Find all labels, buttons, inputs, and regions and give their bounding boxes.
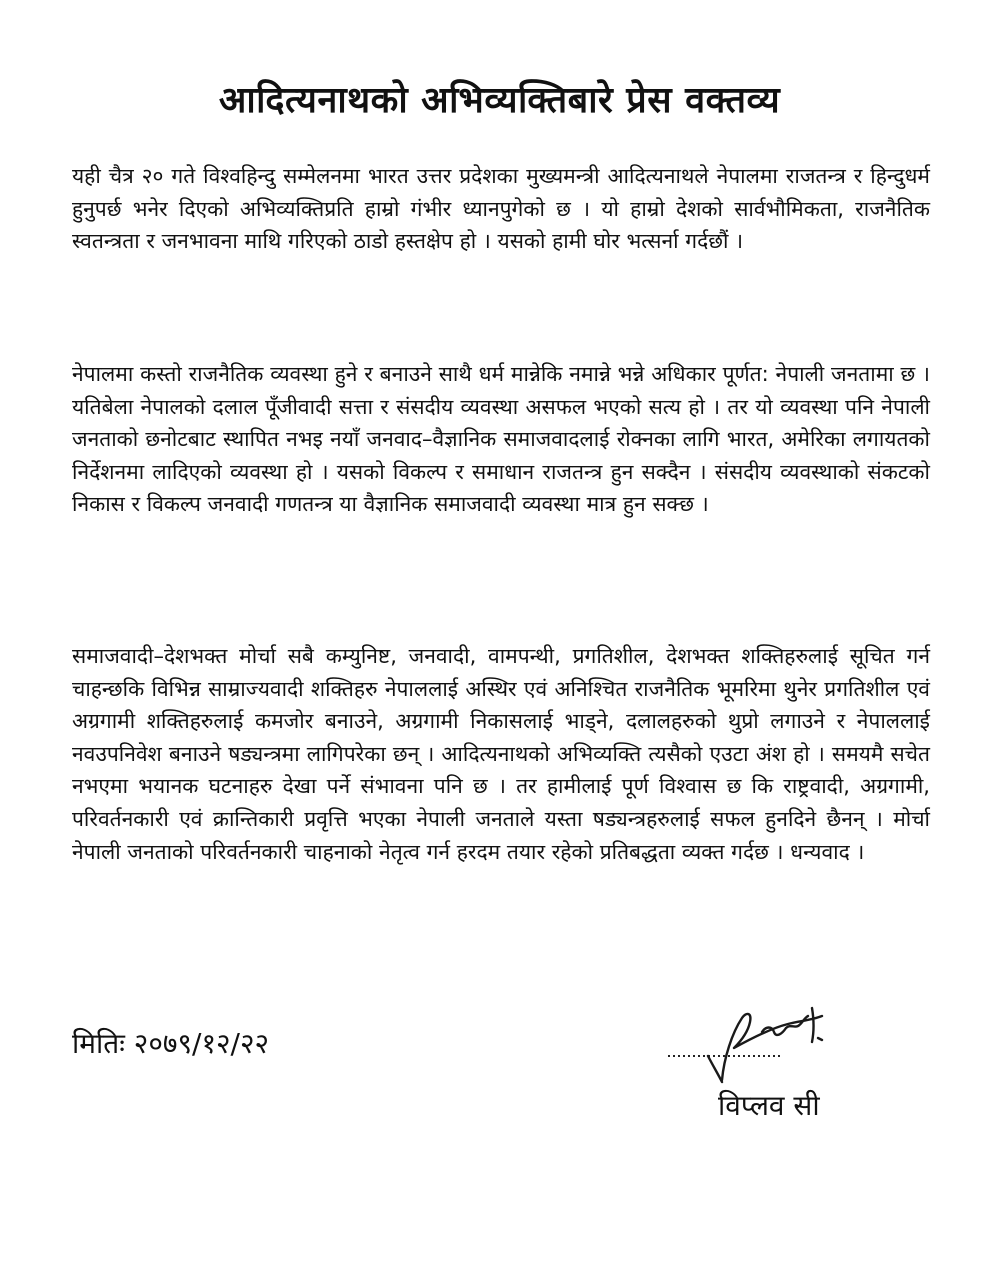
document-title: आदित्यनाथको अभिव्यक्तिबारे प्रेस वक्तव्य [218, 80, 781, 121]
paragraph-3: समाजवादी–देशभक्त मोर्चा सबै कम्युनिष्ट, जनवादी, वामपन्थी, प्रगतिशील, देशभक्त शक्तिहरुलाई सूचित गर्न चाहन्छकि विभिन्न साम्राज्यवादी शक्तिहरु नेपाललाई अस्थिर एवं अनिश्चित राजनैतिक भूमरिमा थुनेर प्रगतिशील एवं अग्रगामी शक्तिहरुलाई कमजोर बनाउने, अग्रगामी निकासलाई भाड्ने, दलालहरुको थुप्रो लगाउने र नेपाललाई नवउपनिवेश बनाउने षड्यन्त्रमा लागिपरेका छन् । आदित्यनाथको अभिव्यक्ति त्यसैको एउटा अंश हो । समयमै सचेत नभएमा भयानक घटनाहरु देखा पर्ने संभावना पनि छ । तर हामीलाई पूर्ण विश्वास छ कि राष्ट्रवादी, अग्रगामी, परिवर्तनकारी एवं क्रान्तिकारी प्रवृत्ति भएका नेपाली जनताले यस्ता षड्यन्त्रहरुलाई सफल हुनदिने छैनन् । मोर्चा नेपाली जनताको परिवर्तनकारी चाहनाको नेतृत्व गर्न हरदम तयार रहेको प्रतिबद्धता व्यक्त गर्दछ । धन्यवाद । [72, 644, 930, 864]
signer-name: विप्लव सी [718, 1089, 820, 1122]
date-line: मितिः २०७९/१२/२२ [72, 1027, 270, 1060]
paragraph-2: नेपालमा कस्तो राजनैतिक व्यवस्था हुने र बनाउने साथै धर्म मान्नेकि नमान्ने भन्ने अधिकार पूर्णत: नेपाली जनतामा छ । यतिबेला नेपालको दलाल पूँजीवादी सत्ता र संसदीय व्यवस्था असफल भएको सत्य हो । तर यो व्यवस्था पनि नेपाली जनताको छनोटबाट स्थापित नभइ नयाँ जनवाद–वैज्ञानिक समाजवादलाई रोक्नका लागि भारत, अमेरिका लगायतको निर्देशनमा लादिएको व्यवस्था हो । यसको विकल्प र समाधान राजतन्त्र हुन सक्दैन । संसदीय व्यवस्थाको संकटको निकास र विकल्प जनवादी गणतन्त्र या वैज्ञानिक समाजवादी व्यवस्था मात्र हुन सक्छ । [72, 362, 930, 517]
handwritten-signature [662, 998, 852, 1088]
paragraph-1: यही चैत्र २० गते विश्वहिन्दु सम्मेलनमा भारत उत्तर प्रदेशका मुख्यमन्त्री आदित्यनाथले नेपालमा राजतन्त्र र हिन्दुधर्म हुनुपर्छ भनेर दिएको अभिव्यक्तिप्रति हाम्रो गंभीर ध्यानपुगेको छ । यो हाम्रो देशको सार्वभौमिकता, राजनैतिक स्वतन्त्रता र जनभावना माथि गरिएको ठाडो हस्तक्षेप हो । यसको हामी घोर भत्सर्ना गर्दछौं । [72, 164, 930, 254]
